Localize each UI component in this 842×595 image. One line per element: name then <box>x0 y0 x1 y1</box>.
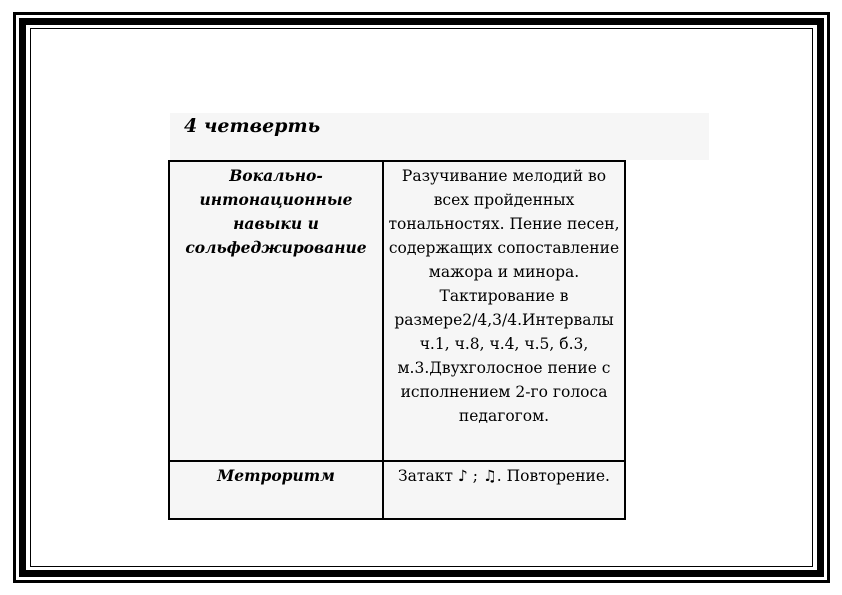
topic-cell <box>169 161 383 461</box>
content-cell <box>383 161 625 461</box>
content-text: Разучивание мелодий во всех пройденных тональностях. Пение песен, содержащих сопоставление мажора и минора. Тактирование в размере2/4,3/4.Интервалы ч.1, ч.8, ч.4, ч.5, б.3, м.3.Двухголосное пение с исполнением 2-го голоса педагогом. <box>388 167 620 425</box>
table-row <box>169 461 625 519</box>
content-text: Затакт ♪ ; ♫. Повторение. <box>398 467 610 485</box>
table-row <box>169 161 625 461</box>
curriculum-table <box>168 160 626 520</box>
topic-text: Вокально-интонационные навыки и сольфеджирование <box>185 166 367 257</box>
topic-text: Метроритм <box>217 466 335 485</box>
quarter-heading: 4 четверть <box>184 115 321 137</box>
content-cell <box>383 461 625 519</box>
topic-cell <box>169 461 383 519</box>
